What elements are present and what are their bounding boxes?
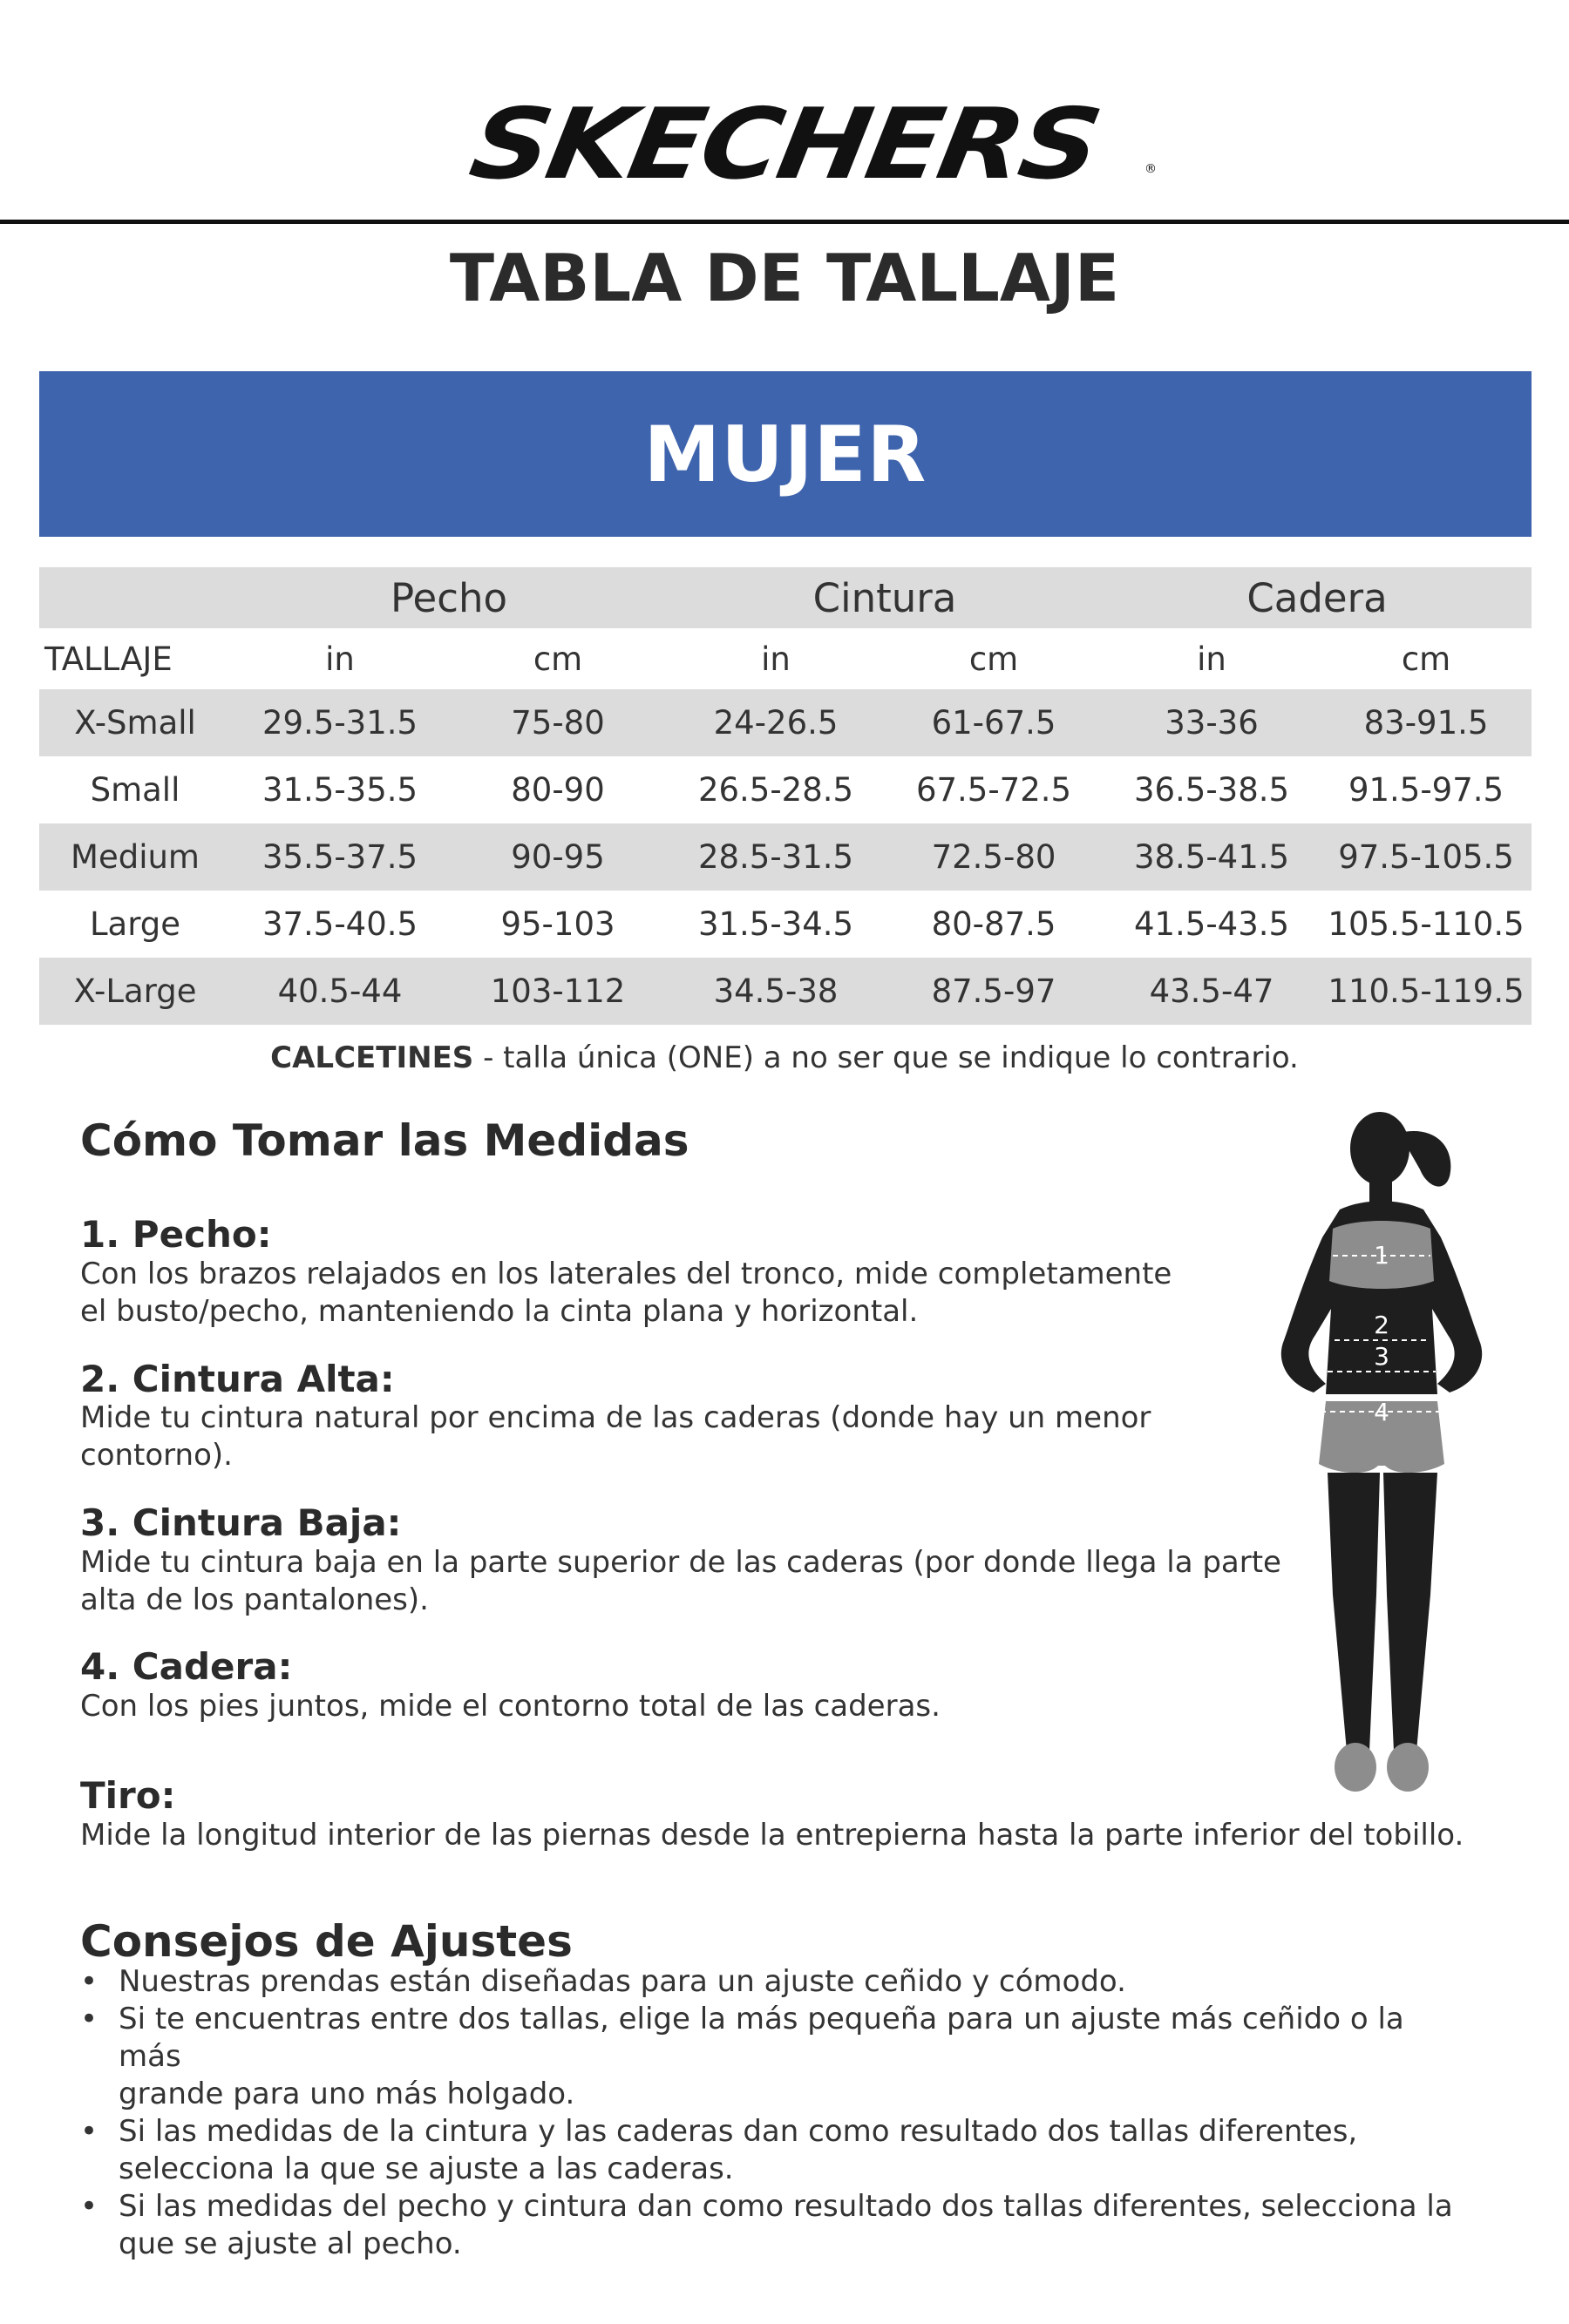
unit-header: in bbox=[761, 640, 791, 678]
table-cell: 31.5-34.5 bbox=[697, 905, 854, 943]
table-cell: 83-91.5 bbox=[1363, 704, 1489, 742]
table-cell: 38.5-41.5 bbox=[1133, 838, 1290, 876]
table-cell: 95-103 bbox=[500, 905, 615, 943]
list-item bbox=[80, 2113, 1475, 2188]
table-cell: 40.5-44 bbox=[277, 972, 403, 1010]
bullet: • bbox=[80, 2114, 98, 2149]
measure-desc-line: contorno). bbox=[80, 1438, 233, 1473]
measure-desc-cintura-alta bbox=[80, 1399, 1151, 1474]
measure-desc-line: Mide tu cintura baja en la parte superior de las caderas (por donde llega la parte bbox=[80, 1545, 1281, 1580]
measure-markers bbox=[1374, 1241, 1389, 1426]
bullet: • bbox=[80, 2189, 98, 2224]
measure-title-pecho: 1. Pecho: bbox=[80, 1213, 272, 1256]
measure-desc-pecho bbox=[80, 1256, 1172, 1331]
table-cell: 35.5-37.5 bbox=[262, 838, 418, 876]
table-cell: 41.5-43.5 bbox=[1133, 905, 1290, 943]
measure-section-title: Cómo Tomar las Medidas bbox=[80, 1115, 689, 1166]
table-cell: 37.5-40.5 bbox=[262, 905, 418, 943]
table-cell: 24-26.5 bbox=[713, 704, 839, 742]
measure-title-tiro: Tiro: bbox=[80, 1774, 176, 1817]
table-cell: 80-87.5 bbox=[931, 905, 1056, 943]
table-cell: 43.5-47 bbox=[1149, 972, 1274, 1010]
socks-note-strong: CALCETINES bbox=[270, 1040, 474, 1075]
tip-line: Si te encuentras entre dos tallas, elige la más pequeña para un ajuste más ceñido o la más bbox=[119, 2002, 1404, 2074]
group-header-cintura: Cintura bbox=[812, 574, 957, 621]
table-cell: 33-36 bbox=[1165, 704, 1259, 742]
measure-desc-line: Con los brazos relajados en los laterales del tronco, mide completamente bbox=[80, 1257, 1172, 1291]
table-cell: 80-90 bbox=[511, 771, 605, 809]
measure-desc-line: Con los pies juntos, mide el contorno total de las caderas. bbox=[80, 1689, 941, 1724]
list-item bbox=[80, 2001, 1475, 2113]
list-item bbox=[80, 1963, 1475, 2001]
brand-logo: SKECHERS bbox=[462, 88, 1107, 201]
socks-note bbox=[0, 1040, 1569, 1075]
table-cell: 103-112 bbox=[490, 972, 626, 1010]
socks-note-text: - talla única (ONE) a no ser que se indique lo contrario. bbox=[473, 1040, 1299, 1075]
table-row bbox=[39, 891, 1532, 958]
unit-header: cm bbox=[1401, 640, 1451, 678]
tip-line: Nuestras prendas están diseñadas para un ajuste ceñido y cómodo. bbox=[119, 1964, 1126, 1999]
bullet: • bbox=[80, 1964, 98, 1999]
marker-4: 4 bbox=[1374, 1398, 1389, 1426]
measure-desc-tiro bbox=[80, 1817, 1464, 1854]
group-header-cadera: Cadera bbox=[1246, 574, 1388, 621]
size-label: X-Small bbox=[74, 704, 196, 742]
measure-desc-cintura-baja bbox=[80, 1544, 1281, 1619]
table-cell: 26.5-28.5 bbox=[697, 771, 854, 809]
page-title: TABLA DE TALLAJE bbox=[449, 240, 1120, 316]
table-row bbox=[39, 689, 1532, 756]
table-cell: 75-80 bbox=[511, 704, 605, 742]
tip-line: Si las medidas de la cintura y las caderas dan como resultado dos tallas diferentes, bbox=[119, 2114, 1358, 2149]
unit-header: cm bbox=[968, 640, 1019, 678]
tip-line: selecciona la que se ajuste a las caderas. bbox=[119, 2151, 734, 2186]
registered-mark: ® bbox=[1144, 162, 1157, 176]
banner-label: MUJER bbox=[643, 409, 927, 499]
measure-desc-line: alta de los pantalones). bbox=[80, 1582, 429, 1617]
tips-list bbox=[80, 1963, 1475, 2263]
tip-line: grande para uno más holgado. bbox=[119, 2077, 575, 2111]
size-column-header: TALLAJE bbox=[44, 640, 173, 678]
unit-header: in bbox=[325, 640, 355, 678]
table-cell: 90-95 bbox=[511, 838, 605, 876]
list-item bbox=[80, 2188, 1475, 2263]
tip-line: que se ajuste al pecho. bbox=[119, 2226, 462, 2261]
measure-desc-line: Mide la longitud interior de las piernas desde la entrepierna hasta la parte inferior del tobillo. bbox=[80, 1818, 1464, 1853]
size-label: Medium bbox=[71, 838, 200, 876]
table-unit-header-row bbox=[39, 628, 1532, 689]
size-label: X-Large bbox=[73, 972, 197, 1010]
table-cell: 29.5-31.5 bbox=[262, 704, 418, 742]
table-cell: 36.5-38.5 bbox=[1133, 771, 1290, 809]
table-row bbox=[39, 823, 1532, 891]
table-cell: 28.5-31.5 bbox=[697, 838, 854, 876]
tips-section-title: Consejos de Ajustes bbox=[80, 1916, 573, 1967]
header-divider bbox=[0, 220, 1569, 224]
table-cell: 72.5-80 bbox=[931, 838, 1056, 876]
measure-desc-cadera bbox=[80, 1688, 941, 1725]
group-header-pecho: Pecho bbox=[391, 574, 508, 621]
table-cell: 105.5-110.5 bbox=[1328, 905, 1525, 943]
measure-title-cintura-baja: 3. Cintura Baja: bbox=[80, 1501, 402, 1544]
measure-desc-line: Mide tu cintura natural por encima de las caderas (donde hay un menor bbox=[80, 1400, 1151, 1435]
tip-line: Si las medidas del pecho y cintura dan como resultado dos tallas diferentes, selecciona la bbox=[119, 2189, 1453, 2224]
table-group-header-row bbox=[39, 567, 1532, 628]
marker-3: 3 bbox=[1374, 1342, 1389, 1371]
size-label: Small bbox=[90, 771, 180, 809]
size-label: Large bbox=[89, 905, 181, 943]
table-cell: 91.5-97.5 bbox=[1348, 771, 1504, 809]
marker-1: 1 bbox=[1374, 1241, 1389, 1270]
table-cell: 67.5-72.5 bbox=[915, 771, 1072, 809]
measure-desc-line: el busto/pecho, manteniendo la cinta plana y horizontal. bbox=[80, 1294, 919, 1329]
unit-header: in bbox=[1197, 640, 1226, 678]
unit-header: cm bbox=[533, 640, 583, 678]
measure-title-cadera: 4. Cadera: bbox=[80, 1645, 293, 1688]
measure-title-cintura-alta: 2. Cintura Alta: bbox=[80, 1358, 395, 1400]
size-chart-table bbox=[39, 567, 1532, 1025]
marker-2: 2 bbox=[1374, 1311, 1389, 1339]
table-cell: 97.5-105.5 bbox=[1338, 838, 1514, 876]
woman-silhouette-figure bbox=[1242, 1107, 1521, 1821]
empty-header-cell bbox=[39, 567, 231, 628]
table-cell: 31.5-35.5 bbox=[262, 771, 418, 809]
table-cell: 110.5-119.5 bbox=[1328, 972, 1525, 1010]
table-row bbox=[39, 958, 1532, 1025]
table-cell: 87.5-97 bbox=[931, 972, 1056, 1010]
gender-banner bbox=[39, 371, 1532, 537]
table-row bbox=[39, 756, 1532, 823]
bullet: • bbox=[80, 2002, 98, 2036]
table-cell: 34.5-38 bbox=[713, 972, 839, 1010]
table-cell: 61-67.5 bbox=[931, 704, 1056, 742]
